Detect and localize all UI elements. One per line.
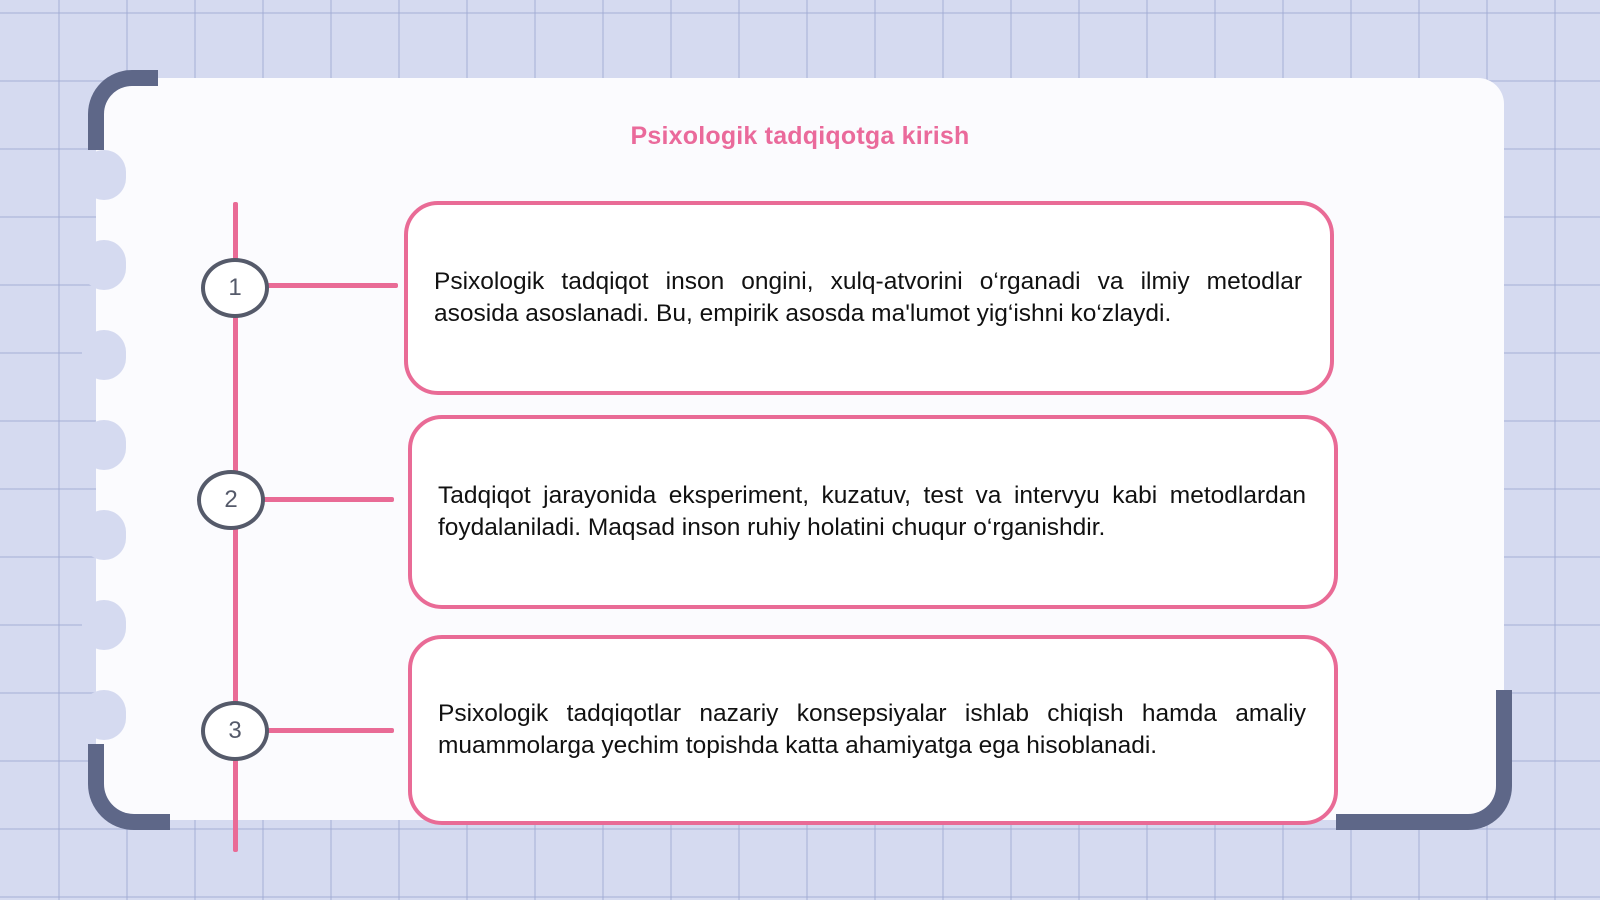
step-number: 2 — [224, 486, 238, 513]
notebook-notch — [82, 150, 126, 200]
step-text: Tadqiqot jarayonida eksperiment, kuzatuv, test va intervyu kabi metodlardan foydalaniladi. Maqsad inson ruhiy holatini chuqur o‘rganishdir. — [438, 482, 1306, 541]
notebook-notch — [82, 420, 126, 470]
slide-title: Psixologik tadqiqotga kirish — [630, 122, 970, 150]
notebook-notch — [82, 600, 126, 650]
step-number: 1 — [228, 274, 242, 301]
frame-corner-bottom-right — [1336, 690, 1512, 830]
frame-corner-bottom-left — [88, 744, 170, 830]
step-text: Psixologik tadqiqot inson ongini, xulq-atvorini o‘rganadi va ilmiy metodlar asosida asoslanadi. Bu, empirik asosda ma'lumot yig‘ishni ko‘zlaydi. — [434, 268, 1302, 327]
step-connector — [258, 497, 394, 502]
notebook-notch — [82, 240, 126, 290]
notebook-notch — [82, 510, 126, 560]
step-connector — [262, 283, 398, 288]
step-number-circle — [201, 701, 269, 761]
step-number-circle — [201, 258, 269, 318]
step-connector — [262, 728, 394, 733]
notebook-notch — [82, 690, 126, 740]
notebook-notch — [82, 330, 126, 380]
step-card — [408, 635, 1338, 825]
step-card — [408, 415, 1338, 609]
step-number-circle — [197, 470, 265, 530]
step-text: Psixologik tadqiqotlar nazariy konsepsiyalar ishlab chiqish hamda amaliy muammolarga yechim topishda katta ahamiyatga ega hisoblanadi. — [438, 700, 1306, 759]
step-number: 3 — [228, 717, 242, 744]
step-card — [404, 201, 1334, 395]
frame-corner-top-left — [88, 70, 158, 150]
